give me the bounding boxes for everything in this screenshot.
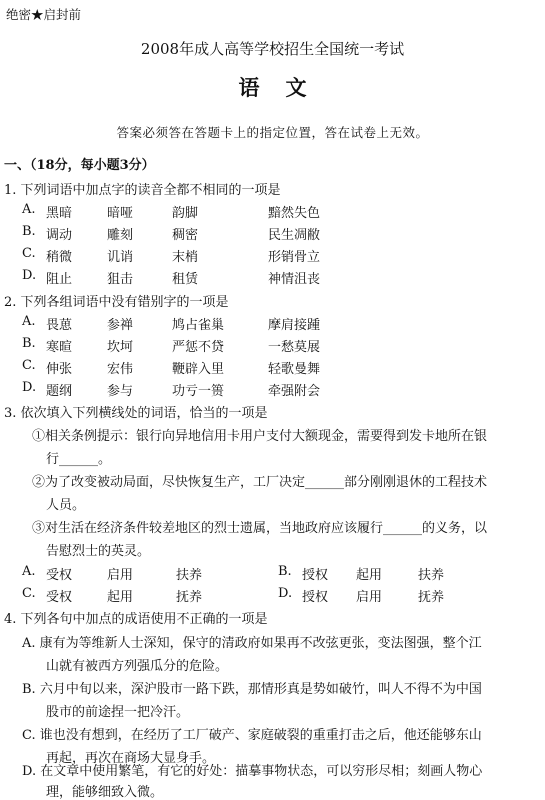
option-word: 扶养 <box>176 568 203 583</box>
option-word: 鸠占雀巢 <box>172 318 225 333</box>
option-word: 稠密 <box>172 228 199 243</box>
option-word: 功亏一篑 <box>172 384 225 399</box>
option-word: 摩肩接踵 <box>268 318 321 333</box>
option-letter: C. <box>22 246 36 261</box>
option-paragraph: B. 六月中旬以来，深沪股市一路下跌，那情形真是势如破竹，叫人不得不为中国 <box>22 682 482 697</box>
option-word: 黑暗 <box>46 206 73 221</box>
option-word: 起用 <box>356 568 383 583</box>
option-word: 参禅 <box>107 318 134 333</box>
exam-title: 2008年成人高等学校招生全国统一考试 <box>140 40 405 58</box>
option-letter: C. <box>22 586 36 601</box>
option-word: 严惩不贷 <box>172 340 225 355</box>
option-paragraph: C. 谁也没有想到，在经历了工厂破产、家庭破裂的重重打击之后，他还能够东山 <box>22 728 482 743</box>
option-word: 雕刻 <box>107 228 134 243</box>
option-paragraph-cont: 理，能够细致入微。 <box>46 785 164 800</box>
option-word: 参与 <box>107 384 134 399</box>
option-letter: A. <box>22 202 36 217</box>
answer-notice: 答案必须答在答题卡上的指定位置，答在试卷上无效。 <box>116 125 429 140</box>
option-word: 抚养 <box>176 590 203 605</box>
option-letter: A. <box>22 564 36 579</box>
option-word: 授权 <box>302 568 329 583</box>
option-paragraph-cont: 股市的前途捏一把冷汗。 <box>46 705 190 720</box>
option-word: 伸张 <box>46 362 73 377</box>
option-paragraph-cont: 山就有被西方列强瓜分的危险。 <box>46 659 229 674</box>
option-word: 寒暄 <box>46 340 73 355</box>
question-2-stem: 2. 下列各组词语中没有错别字的一项是 <box>4 295 229 310</box>
option-word: 抚养 <box>418 590 445 605</box>
option-word: 讥诮 <box>107 250 134 265</box>
option-word: 畏葸 <box>46 318 73 333</box>
question-4-stem: 4. 下列各句中加点的成语使用不正确的一项是 <box>4 612 268 627</box>
option-word: 受权 <box>46 568 73 583</box>
fill-item: ①相关条例提示：银行向异地信用卡用户支付大额现金，需要得到发卡地所在银 <box>32 429 488 444</box>
option-word: 稍微 <box>46 250 73 265</box>
option-word: 狙击 <box>107 272 134 287</box>
option-word: 受权 <box>46 590 73 605</box>
option-word: 末梢 <box>172 250 199 265</box>
option-letter: C. <box>22 358 36 373</box>
option-letter: B. <box>22 224 36 239</box>
option-letter: A. <box>22 314 36 329</box>
option-word: 调动 <box>46 228 73 243</box>
option-word: 暗哑 <box>107 206 134 221</box>
confidential-label: 绝密★启封前 <box>6 7 82 22</box>
option-word: 坎坷 <box>107 340 134 355</box>
fill-item: ②为了改变被动局面，尽快恢复生产，工厂决定______部分刚刚退休的工程技术 <box>32 475 488 490</box>
option-word: 题纲 <box>46 384 73 399</box>
question-3-stem: 3. 依次填入下列横线处的词语，恰当的一项是 <box>4 406 268 421</box>
option-word: 形销骨立 <box>268 250 321 265</box>
option-word: 起用 <box>107 590 134 605</box>
option-word: 牵强附会 <box>268 384 321 399</box>
option-paragraph-cont: 再起，再次在商场大显身手。 <box>46 751 216 766</box>
option-word: 阻止 <box>46 272 73 287</box>
fill-item-cont: 告慰烈士的英灵。 <box>46 544 151 559</box>
option-word: 扶养 <box>418 568 445 583</box>
option-letter: D. <box>22 268 37 283</box>
option-paragraph: D. 在文章中使用繁笔，有它的好处：描摹事物状态，可以穷形尽相；刻画人物心 <box>22 764 483 779</box>
option-word: 启用 <box>356 590 383 605</box>
option-word: 民生凋敝 <box>268 228 321 243</box>
option-word: 轻歌曼舞 <box>268 362 321 377</box>
option-word: 授权 <box>302 590 329 605</box>
option-word: 启用 <box>107 568 134 583</box>
option-word: 鞭辟入里 <box>172 362 225 377</box>
option-paragraph: A. 康有为等维新人士深知，保守的清政府如果再不改弦更张，变法图强，整个江 <box>22 636 482 651</box>
section-title: 一、（18分，每小题3分） <box>4 158 155 173</box>
option-word: 租赁 <box>172 272 199 287</box>
question-1-stem: 1. 下列词语中加点字的读音全都不相同的一项是 <box>4 183 281 198</box>
option-letter: D. <box>22 380 37 395</box>
option-word: 宏伟 <box>107 362 134 377</box>
option-letter: B. <box>22 336 36 351</box>
fill-item-cont: 人员。 <box>46 498 86 513</box>
option-word: 韵脚 <box>172 206 199 221</box>
option-letter: D. <box>278 586 293 601</box>
option-word: 神情沮丧 <box>268 272 321 287</box>
option-word: 黯然失色 <box>268 206 321 221</box>
fill-item: ③对生活在经济条件较差地区的烈士遗属，当地政府应该履行______的义务，以 <box>32 521 488 536</box>
fill-item-cont: 行______。 <box>46 452 112 467</box>
option-letter: B. <box>278 564 292 579</box>
option-word: 一愁莫展 <box>268 340 321 355</box>
subject-title: 语文 <box>238 75 333 100</box>
